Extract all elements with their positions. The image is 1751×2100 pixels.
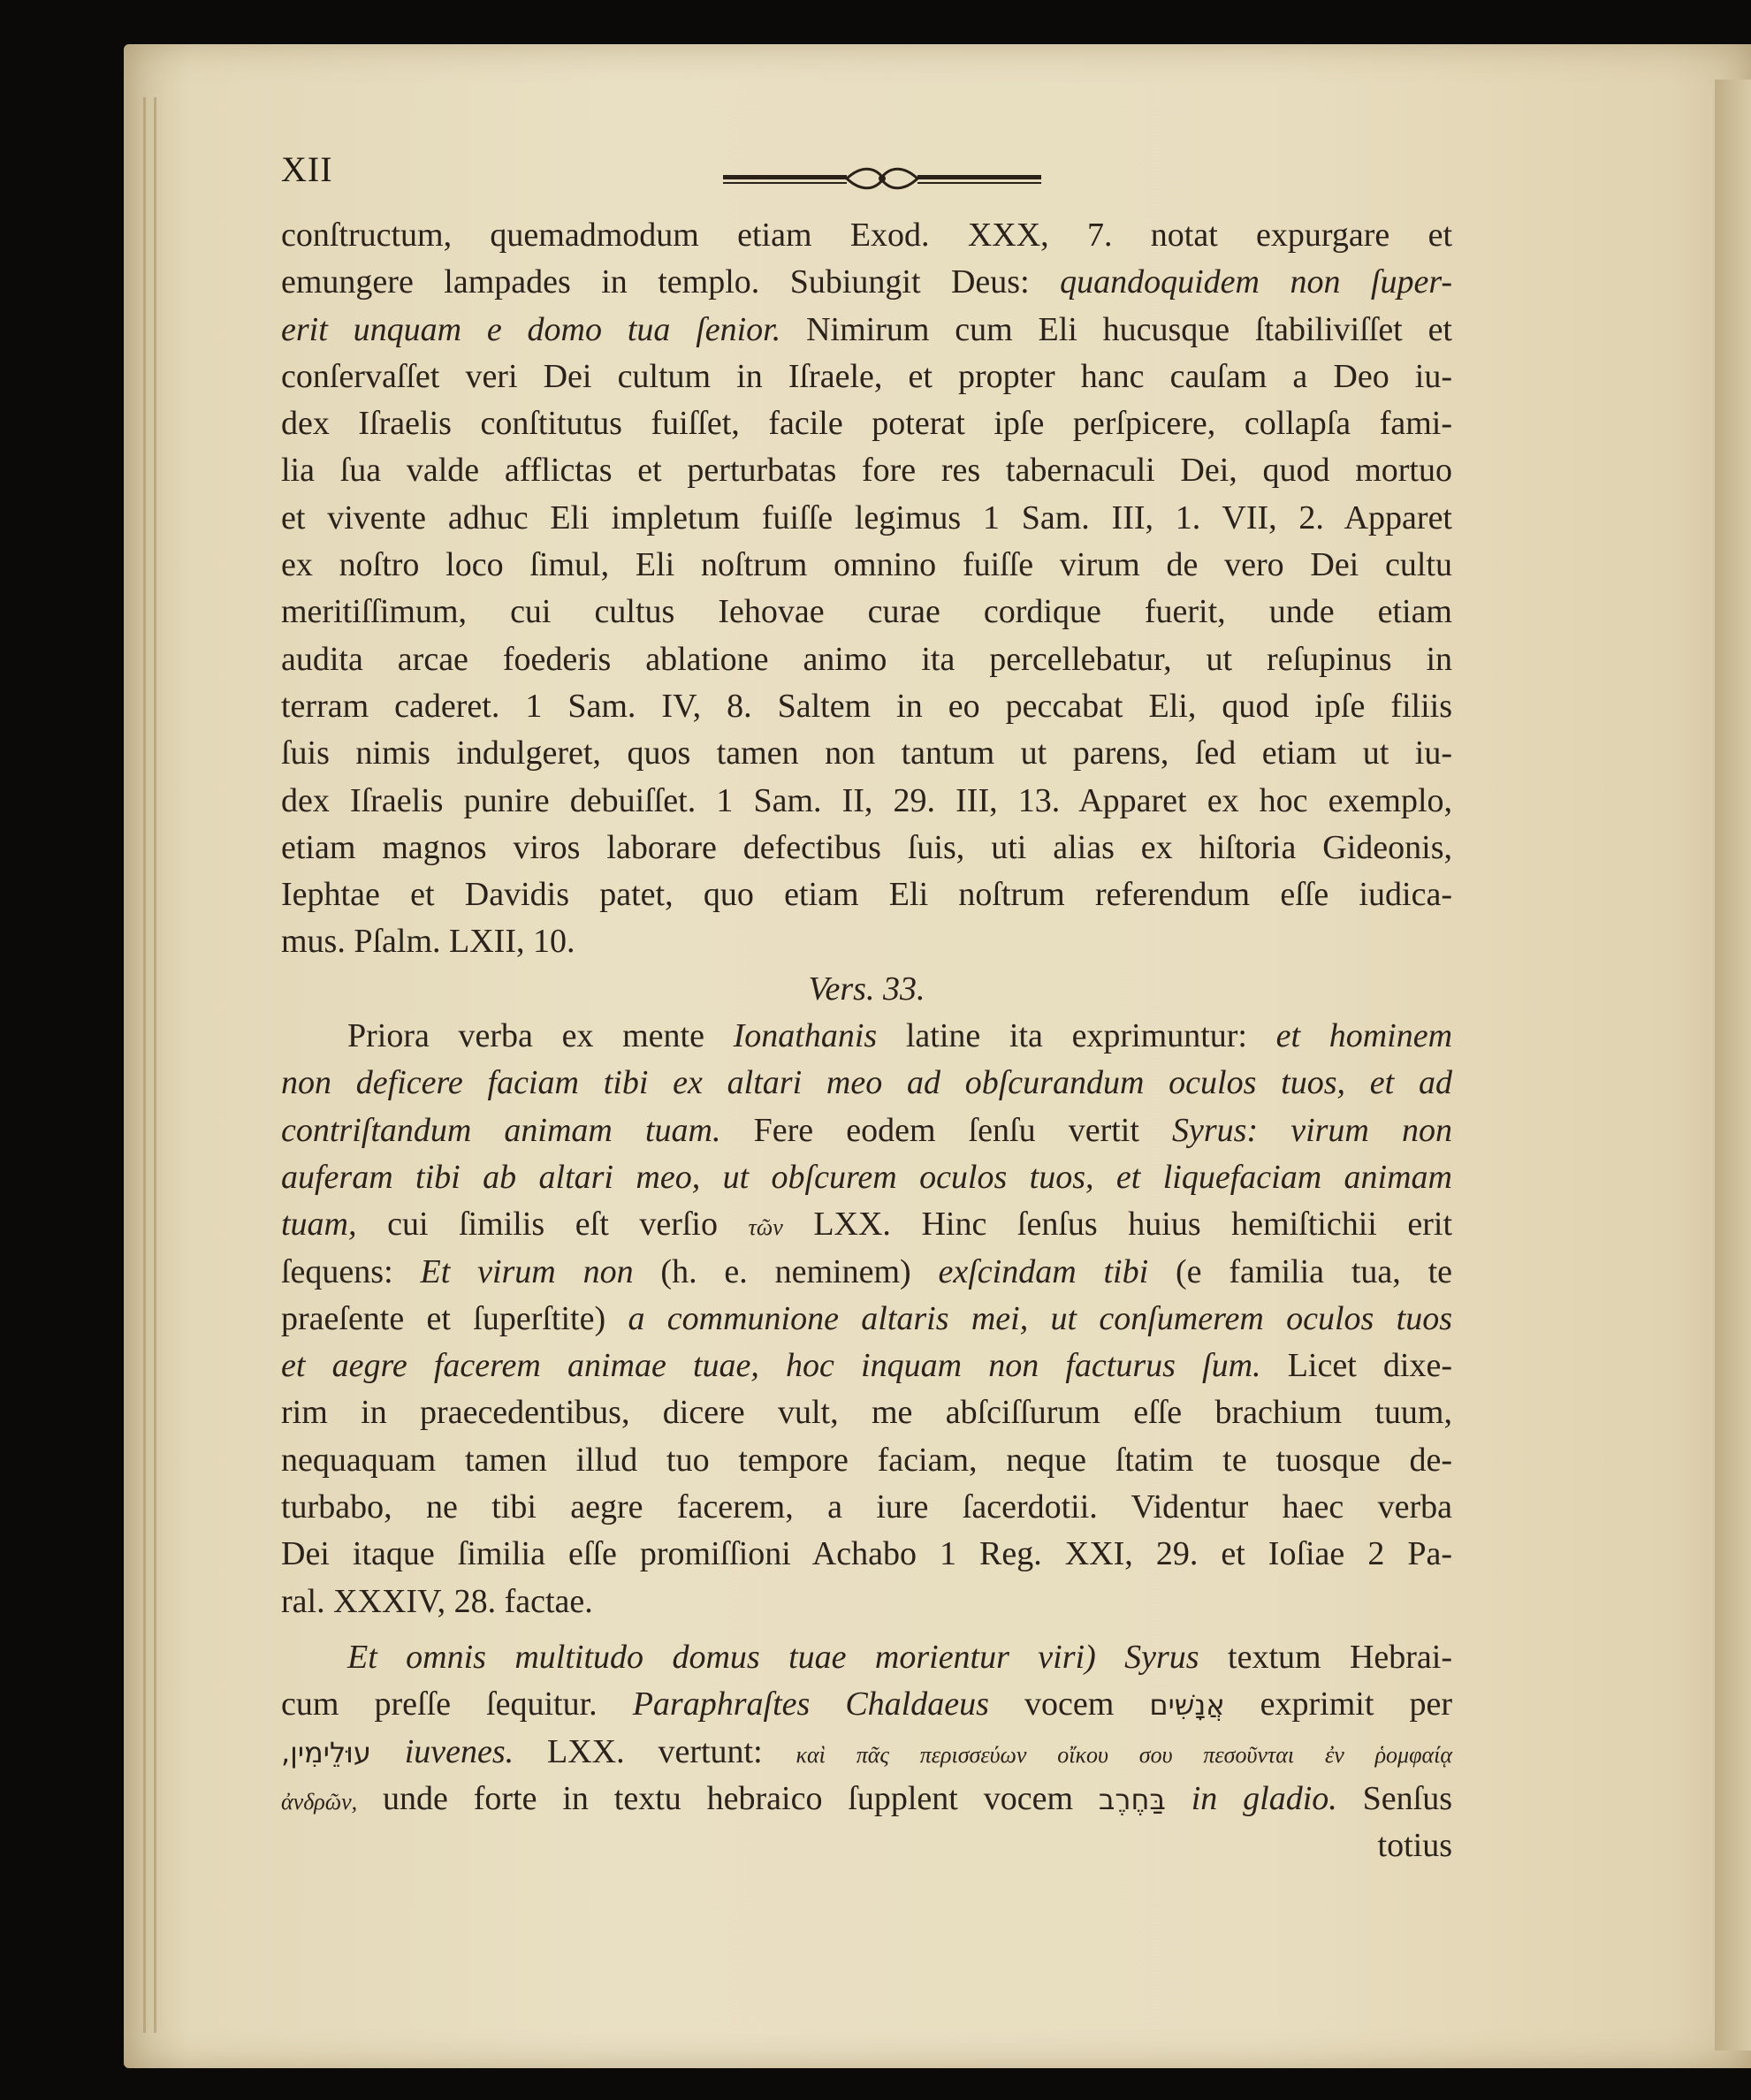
italic-phrase: quandoquidem non ſuper- xyxy=(1060,263,1453,301)
text-line: praeſente et ſuperſtite) a communione altaris mei, ut conſumerem oculos tuos xyxy=(281,1299,1452,1337)
text-line: erit unquam e domo tua ſenior. Nimirum cum Eli hucusque ſtabiliviſſet et xyxy=(281,310,1452,348)
text-line: עוּלֵימִין, iuvenes. LXX. vertunt: καὶ πᾶς περισσεύων οἴκου σου πεσοῦνται ἐν ῥομφαίᾳ xyxy=(281,1732,1453,1770)
text-line: meritiſſimum, cui cultus Iehovae curae cordique fuerit, unde etiam xyxy=(281,593,1452,631)
text-line: et vivente adhuc Eli impletum fuiſſe legimus 1 Sam. III, 1. VII, 2. Apparet xyxy=(281,498,1452,536)
text-line: tuam, cui ſimilis eſt verſio τῶν LXX. Hinc ſenſus huius hemiſtichii erit xyxy=(281,1206,1453,1244)
text-line: rim in praecedentibus, dicere vult, me abſciſſurum eſſe brachium tuum, xyxy=(281,1394,1452,1432)
text-line: auferam tibi ab altari meo, ut obſcurem oculos tuos, et liquefaciam animam xyxy=(281,1158,1452,1196)
text-line: cum preſſe ſequitur. Paraphraſtes Chaldaeus vocem אֲנָשִׁים exprimit per xyxy=(281,1685,1452,1723)
text-line: ex noſtro loco ſimul, Eli noſtrum omnino fuiſſe virum de vero Dei cultu xyxy=(281,546,1452,584)
page-header xyxy=(281,148,1452,202)
text-line: ral. XXXIV, 28. factae. xyxy=(281,1582,593,1620)
text-line: et aegre facerem animae tuae, hoc inquam non facturus ſum. Licet dixe- xyxy=(281,1347,1453,1385)
text-line: conſtructum, quemadmodum etiam Exod. XXX, 7. notat expurgare et xyxy=(281,217,1452,254)
page-edge-line xyxy=(143,97,146,2033)
paragraph xyxy=(281,212,1452,966)
header-ornament-icon xyxy=(723,164,1041,194)
page-number: XII xyxy=(281,149,333,189)
text-line: emungere lampades in templo. Subiungit Deus: quandoquidem non ſuper- xyxy=(281,263,1453,301)
section-heading: Vers. 33. xyxy=(808,970,925,1008)
paragraph xyxy=(281,1013,1452,1625)
text-line: Priora verba ex mente Ionathanis latine ita exprimuntur: et hominem xyxy=(347,1017,1453,1055)
text-line: turbabo, ne tibi aegre facerem, a iure ſacerdotii. Videntur haec verba xyxy=(281,1488,1452,1526)
text-line: Dei itaque ſimilia eſſe promiſſioni Achabo 1 Reg. XXI, 29. et Ioſiae 2 Pa- xyxy=(281,1535,1452,1573)
facing-page-edge xyxy=(1715,80,1751,2051)
text-line: Iephtae et Davidis patet, quo etiam Eli noſtrum referendum eſſe iudica- xyxy=(281,876,1452,914)
text-line: ἀνδρῶν, unde forte in textu hebraico ſupplent vocem בַּחֶרֶב in gladio. Senſus xyxy=(281,1779,1453,1817)
text-line: contriſtandum animam tuam. Fere eodem ſenſu vertit Syrus: virum non xyxy=(281,1111,1452,1149)
catchword: totius xyxy=(1377,1827,1452,1865)
text-line: terram caderet. 1 Sam. IV, 8. Saltem in eo peccabat Eli, quod ipſe filiis xyxy=(281,687,1452,725)
text-line: non deficere faciam tibi ex altari meo ad obſcurandum oculos tuos, et ad xyxy=(281,1064,1452,1102)
text-line: audita arcae foederis ablatione animo ita percellebatur, ut reſupinus in xyxy=(281,640,1452,678)
text-line: etiam magnos viros laborare defectibus ſuis, uti alias ex hiſtoria Gideonis, xyxy=(281,828,1452,866)
text-line: conſervaſſet veri Dei cultum in Iſraele, et propter hanc cauſam a Deo iu- xyxy=(281,357,1452,395)
paragraph xyxy=(281,1634,1452,1869)
text-line: lia ſua valde afflictas et perturbatas fore res tabernaculi Dei, quod mortuo xyxy=(281,452,1452,490)
text-line: ſuis nimis indulgeret, quos tamen non tantum ut parens, ſed etiam ut iu- xyxy=(281,734,1452,772)
text-line: nequaquam tamen illud tuo tempore faciam, neque ſtatim te tuosque de- xyxy=(281,1441,1452,1479)
text-line: dex Iſraelis punire debuiſſet. 1 Sam. II, 29. III, 13. Apparet ex hoc exemplo, xyxy=(281,781,1452,819)
text-line: Et omnis multitudo domus tuae morientur viri) Syrus textum Hebrai- xyxy=(347,1638,1453,1676)
text-line: ſequens: Et virum non (h. e. neminem) exſcindam tibi (e familia tua, te xyxy=(281,1252,1453,1290)
text-block xyxy=(281,212,1452,1869)
text-line: mus. Pſalm. LXII, 10. xyxy=(281,923,575,961)
page-edge-line xyxy=(154,97,156,2033)
text-line: dex Iſraelis conſtitutus fuiſſet, facile poterat ipſe perſpicere, collapſa fami- xyxy=(281,405,1452,443)
